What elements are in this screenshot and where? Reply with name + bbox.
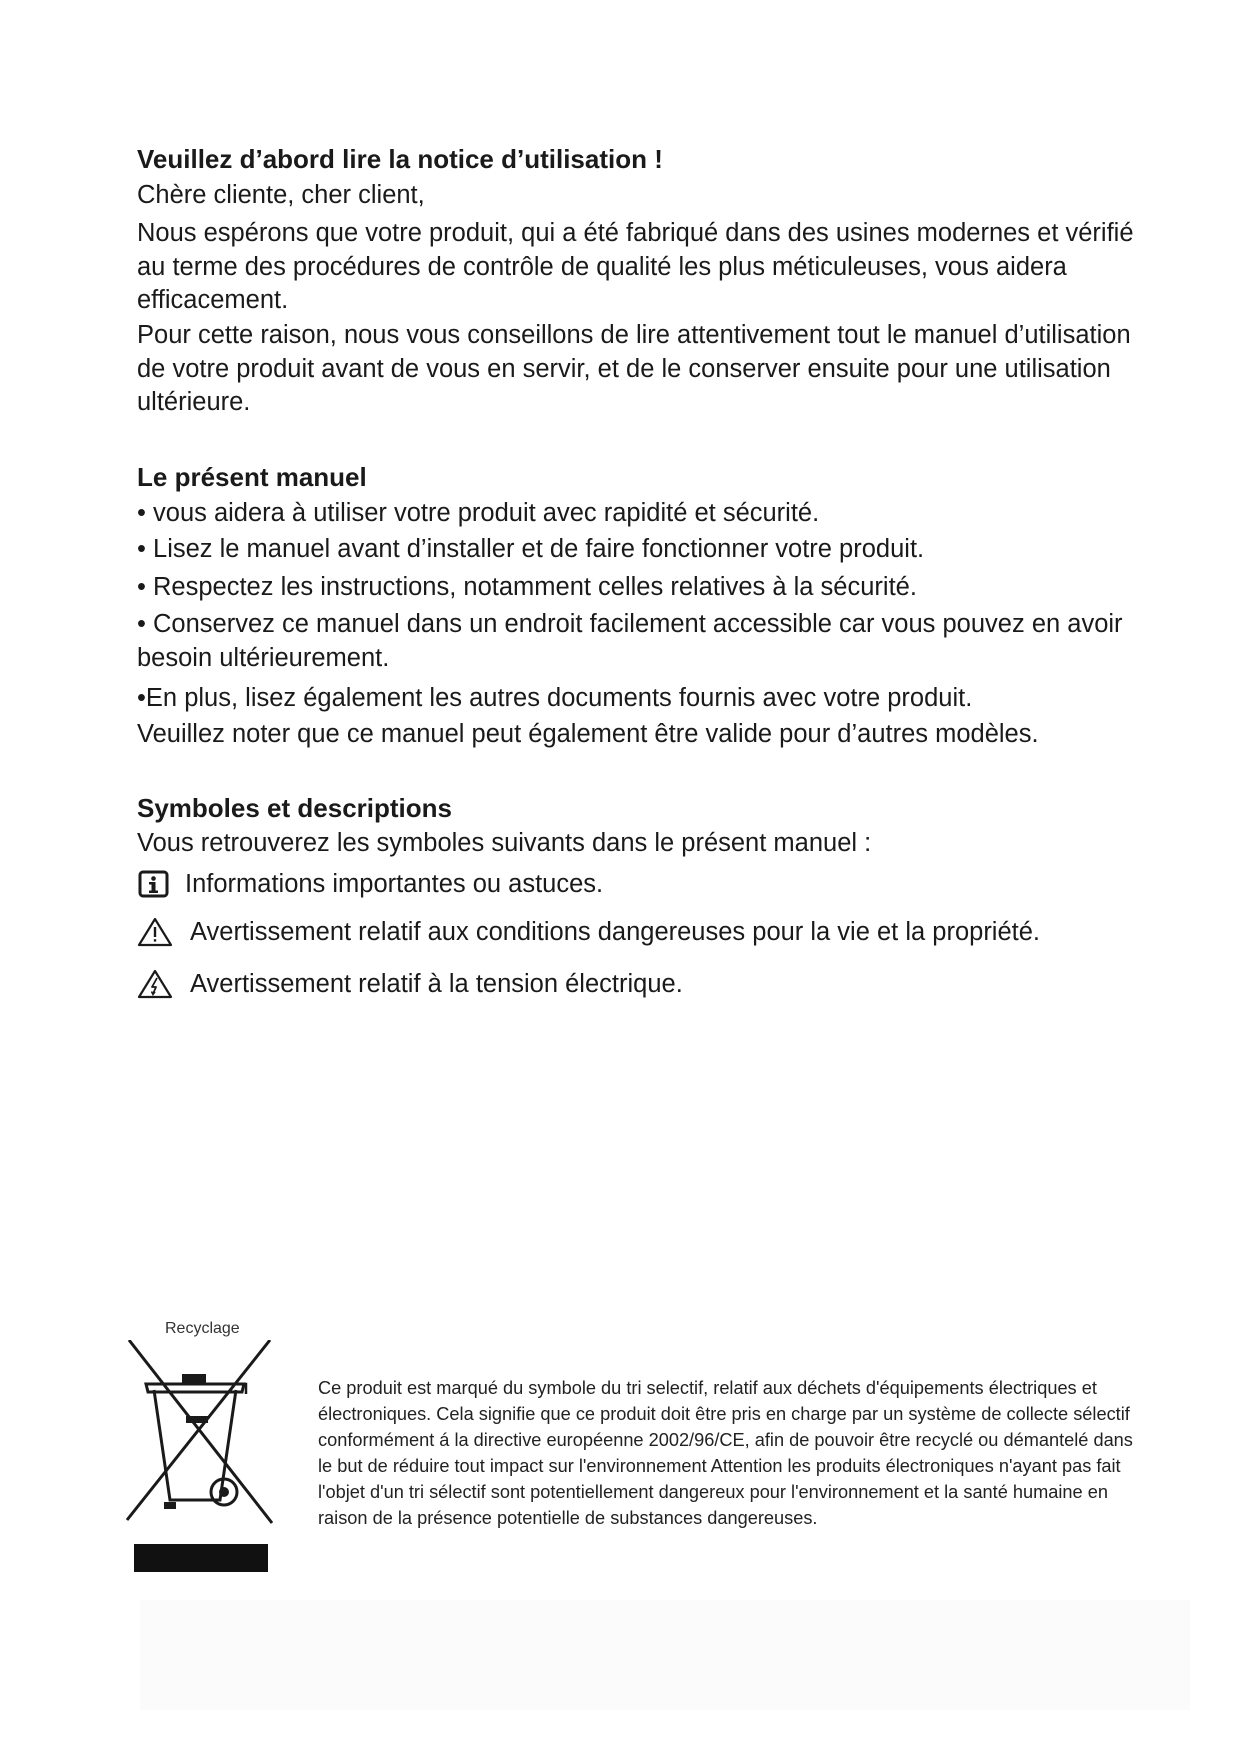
- manual-note: Veuillez noter que ce manuel peut également être valide pour d’autres modèles.: [137, 720, 1039, 748]
- symbol-row-warning: [137, 915, 1040, 949]
- manual-bullet: • Conservez ce manuel dans un endroit facilement accessible car vous pouvez en avoir besoin ultérieurement.: [137, 610, 1123, 672]
- intro-paragraph-1: Nous espérons que votre produit, qui a été fabriqué dans des usines modernes et vérifié au terme des procédures de contrôle de qualité les plus méticuleuses, vous aidera efficacement.: [137, 219, 1134, 314]
- symbols-intro: Vous retrouverez les symboles suivants dans le présent manuel :: [137, 829, 872, 857]
- info-icon: [137, 868, 173, 900]
- intro-paragraph-2: Pour cette raison, nous vous conseillons de lire attentivement tout le manuel d’utilisation de votre produit avant de vous en servir, et de le conserver ensuite pour une utilisation ultérieure.: [137, 321, 1131, 416]
- recycling-label: Recyclage: [165, 1320, 240, 1337]
- manual-bullet: • Lisez le manuel avant d’installer et de faire fonctionner votre produit.: [137, 535, 925, 563]
- symbol-row-electric: [137, 967, 683, 1001]
- scan-tint: [140, 1600, 1190, 1710]
- warning-icon: [137, 916, 173, 948]
- symbol-electric-text: Avertissement relatif à la tension électrique.: [190, 970, 683, 998]
- manual-bullet: • vous aidera à utiliser votre produit avec rapidité et sécurité.: [137, 499, 820, 527]
- symbol-row-info: [137, 867, 603, 901]
- symbol-info-text: Informations importantes ou astuces.: [185, 870, 604, 898]
- intro-title: Veuillez d’abord lire la notice d’utilisation !: [137, 144, 663, 174]
- manual-title: Le présent manuel: [137, 462, 367, 492]
- symbol-warning-text: Avertissement relatif aux conditions dangereuses pour la vie et la propriété.: [190, 918, 1041, 946]
- manual-bullet: • Respectez les instructions, notamment celles relatives à la sécurité.: [137, 573, 917, 601]
- manual-bullet: •En plus, lisez également les autres documents fournis avec votre produit.: [137, 684, 973, 712]
- electric-warning-icon: [137, 968, 173, 1000]
- recycling-text: Ce produit est marqué du symbole du tri selectif, relatif aux déchets d'équipements électriques et électroniques. Cela signifie que ce produit doit être pris en charge par un système de collecte sélectif conformément á la directive européenne 2002/96/CE, afin de pouvoir être recyclé ou démantelé dans le but de réduire tout impact sur l'environnement Attention les produits électroniques n'ayant pas fait l'objet d'un tri sélectif sont potentiellement dangereux pour l'environnement et la santé humaine en raison de la présence potentielle de substances dangereuses.: [318, 1378, 1133, 1528]
- symbols-title: Symboles et descriptions: [137, 793, 452, 823]
- greeting: Chère cliente, cher client,: [137, 181, 425, 209]
- crossed-bin-icon: [124, 1340, 276, 1574]
